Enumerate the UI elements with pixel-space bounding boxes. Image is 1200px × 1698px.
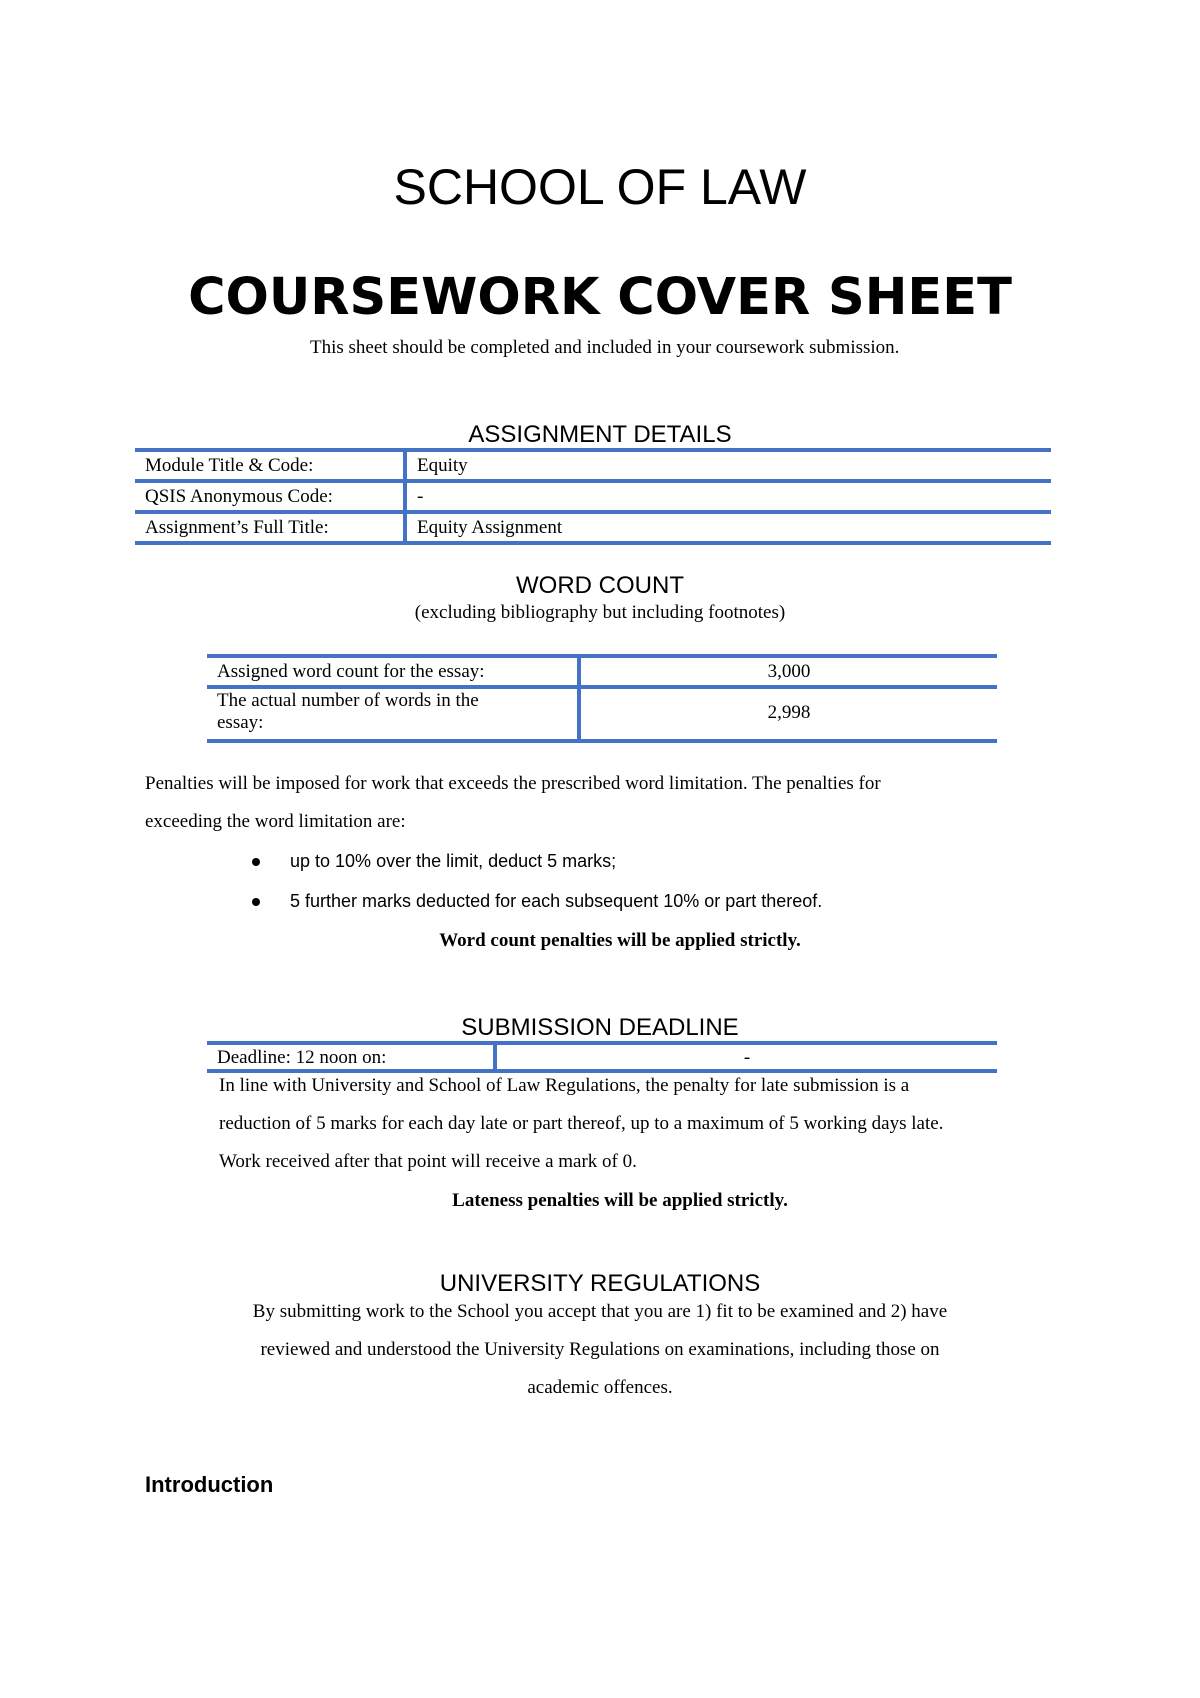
assignment-title-value: Equity Assignment bbox=[417, 517, 563, 538]
word-count-strict-note: Word count penalties will be applied strictly. bbox=[439, 930, 801, 951]
actual-count-value: 2,998 bbox=[767, 702, 811, 723]
table-row bbox=[135, 514, 1051, 545]
table-row bbox=[207, 658, 997, 689]
list-item: 5 further marks deducted for each subsequent 10% or part thereof. bbox=[290, 891, 822, 912]
assigned-count-label: Assigned word count for the essay: bbox=[207, 658, 581, 685]
deadline-label: Deadline: 12 noon on: bbox=[207, 1045, 497, 1069]
university-regulations-heading: UNIVERSITY REGULATIONS bbox=[439, 1270, 761, 1297]
bullet-icon bbox=[252, 898, 260, 906]
module-title-value: Equity bbox=[417, 455, 468, 476]
submission-deadline-heading: SUBMISSION DEADLINE bbox=[461, 1014, 739, 1041]
page-title: COURSEWORK COVER SHEET bbox=[188, 268, 1012, 327]
actual-count-label-line1: The actual number of words in the bbox=[217, 690, 479, 711]
penalty-intro-line1: Penalties will be imposed for work that exceeds the prescribed word limitation. The penalties for bbox=[145, 773, 881, 794]
school-name: SCHOOL OF LAW bbox=[393, 159, 807, 215]
deadline-text-line2: reduction of 5 marks for each day late or part thereof, up to a maximum of 5 working days late. bbox=[219, 1113, 944, 1134]
qsis-code-value: - bbox=[417, 486, 424, 507]
instruction-text: This sheet should be completed and included in your coursework submission. bbox=[310, 337, 900, 358]
deadline-value: - bbox=[743, 1047, 751, 1068]
assignment-title-label: Assignment’s Full Title: bbox=[135, 514, 407, 541]
table-row bbox=[207, 689, 997, 743]
regulations-line3: academic offences. bbox=[527, 1377, 673, 1398]
introduction-heading: Introduction bbox=[145, 1472, 274, 1497]
regulations-line1: By submitting work to the School you accept that you are 1) fit to be examined and 2) have bbox=[252, 1301, 948, 1322]
table-row bbox=[135, 483, 1051, 514]
assigned-count-value: 3,000 bbox=[767, 661, 811, 682]
word-count-subheading: (excluding bibliography but including footnotes) bbox=[414, 602, 786, 623]
word-count-heading: WORD COUNT bbox=[516, 572, 684, 599]
penalty-intro-line2: exceeding the word limitation are: bbox=[145, 811, 406, 832]
regulations-line2: reviewed and understood the University Regulations on examinations, including those on bbox=[260, 1339, 940, 1360]
assignment-details-heading: ASSIGNMENT DETAILS bbox=[468, 421, 732, 448]
deadline-text-line3: Work received after that point will receive a mark of 0. bbox=[219, 1151, 637, 1172]
module-title-label: Module Title & Code: bbox=[135, 452, 407, 479]
bullet-icon bbox=[252, 858, 260, 866]
table-row bbox=[135, 452, 1051, 483]
deadline-text-line1: In line with University and School of Law Regulations, the penalty for late submission is a bbox=[219, 1075, 910, 1096]
actual-count-label-line2: essay: bbox=[217, 712, 264, 733]
list-item: up to 10% over the limit, deduct 5 marks; bbox=[290, 851, 616, 872]
qsis-code-label: QSIS Anonymous Code: bbox=[135, 483, 407, 510]
lateness-strict-note: Lateness penalties will be applied strictly. bbox=[452, 1190, 788, 1211]
actual-count-label bbox=[207, 689, 581, 739]
